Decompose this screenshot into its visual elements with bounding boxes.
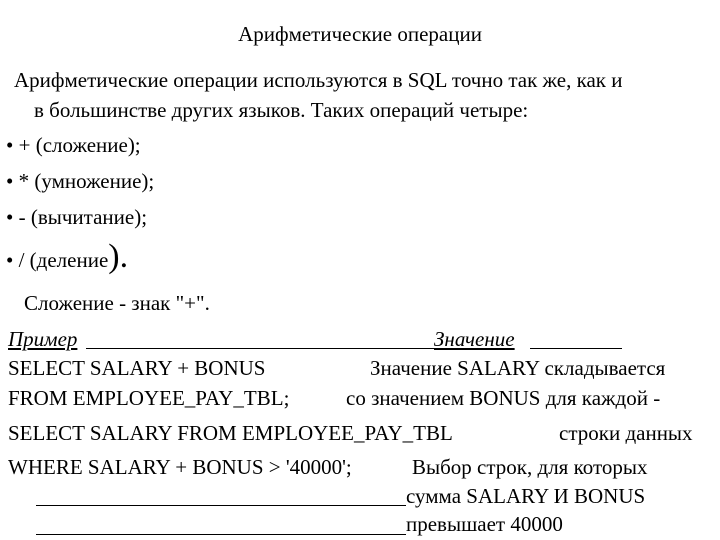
bullet-multiplication: • * (умножение); bbox=[6, 169, 155, 193]
example-row-3-right: строки данных bbox=[559, 421, 693, 445]
intro-line-1: Арифметические операции используются в SQL точно так же, как и bbox=[14, 68, 623, 92]
example-tail-1: сумма SALARY И BONUS bbox=[406, 484, 646, 508]
example-row-3-left: SELECT SALARY FROM EMPLOYEE_PAY_TBL bbox=[8, 421, 453, 445]
example-row-2-left: FROM EMPLOYEE_PAY_TBL; bbox=[8, 386, 290, 410]
intro-line-2: в большинстве других языков. Таких операций четыре: bbox=[34, 98, 529, 122]
example-row-1-left: SELECT SALARY + BONUS bbox=[8, 356, 266, 380]
section-heading: Сложение - знак "+". bbox=[24, 291, 210, 315]
example-tail-2: превышает 40000 bbox=[406, 512, 563, 536]
bullet-subtraction: • - (вычитание); bbox=[6, 205, 148, 229]
example-header-right: Значение bbox=[434, 327, 515, 351]
example-row-1-right: Значение SALARY складывается bbox=[370, 356, 666, 380]
example-row-4-left: WHERE SALARY + BONUS > '40000'; bbox=[8, 455, 352, 479]
bullet-division-tail: ). bbox=[108, 238, 129, 275]
example-row-2-right: со значением BONUS для каждой - bbox=[346, 386, 661, 410]
header-rule-left bbox=[86, 348, 434, 349]
bullet-division bbox=[6, 238, 129, 275]
bullet-division-text: • / (деление bbox=[6, 248, 109, 272]
example-header-left: Пример bbox=[8, 327, 78, 351]
underscore-rule-1 bbox=[36, 505, 406, 506]
bullet-addition: • + (сложение); bbox=[6, 133, 141, 157]
header-rule-right bbox=[530, 348, 622, 349]
underscore-rule-2 bbox=[36, 534, 406, 535]
example-row-4-right: Выбор строк, для которых bbox=[412, 455, 648, 479]
slide-title: Арифметические операции bbox=[238, 22, 482, 46]
